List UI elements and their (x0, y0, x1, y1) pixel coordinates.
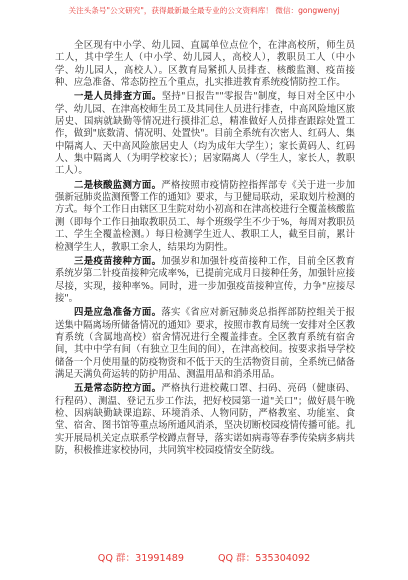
qq-group-2: QQ 群：535304092 (217, 553, 311, 564)
section-body: 坚持"日报告""零报告"制度，每日对全区中小学、幼儿园、在津高校师生员工及其同住人员进行排查，中高风险地区旅居史、国病就缺勤等情况进行摸排汇总，精准做好人员排查跟踪处置工作，做到"底数清、情况明、处置快"。目前全系统有次密人、红码人、集中隔离人、天中高风险旅居史人（均为成年大学生）；家长黄码人、红码人、集中隔离人（为明学校家长）；居家隔离人（学生人，家长人，教职工人）。 (55, 91, 356, 177)
intro-paragraph: 全区现有中小学、幼儿园、直属单位点位个，在津高校所，师生员工人，其中学生人（中小学、幼儿园人，高校人），教职员工人（中小学、幼儿园人，高校人）。区教育局紧抓人员排查、核酸监测、疫苗接种、应急准备、常态防控五个重点，扎实推进教育系统疫情防控工作。 (55, 40, 355, 89)
section-paragraph-personnel (55, 91, 355, 177)
section-paragraph-nucleic-acid (55, 180, 355, 254)
qq-group-1: QQ 群：31991489 (97, 553, 184, 564)
section-body: 严格执行进校戴口罩、扫码、亮码（健康码、行程码）、测温、登记五步工作法，把好校园第一道"关口"；做好晨午晚检、因病缺勤缺课追踪、环境消杀、人物同防，严格教室、功能室、食堂、宿舍、图书馆等重点场所通风消杀，坚决切断校园疫情传播可能。扎实开展局机关定点联系学校蹲点督导，落实诺如病毒等春季传染病多病共防，积极推进家校协同，共同筑牢校园疫情安全防线。 (55, 383, 356, 456)
section-heading: 一是人员排查方面。 (74, 91, 162, 103)
footer-contact (0, 553, 408, 565)
section-heading: 三是疫苗接种方面。 (74, 255, 162, 267)
section-paragraph-vaccination (55, 256, 355, 305)
document-body (55, 40, 355, 459)
section-body: 严格按照市疫情防控指挥部专《关于进一步加强新冠肺炎监测预警工作的通知》要求，与卫健局联动，采取划片检测的方式。每个工作日由辖区卫生院对幼小初高和在津高校进行全覆盖核酸监测（即每个工作日抽取教职员工、每个班级学生不少于%，每周对教职员工、学生全覆盖检测。）每日检测学生近人、教职工人，截至目前，累计检测学生人，教职工余人，结果均为阴性。 (55, 179, 356, 253)
section-body: 加强岁和加强针疫苗接种工作，目前全区教育系统岁第二针疫苗接种完成率%，已提前完成月日接种任务，加强针应接尽接，实现，接种率%。同时，进一步加强疫苗接种宣传，力争"应接尽接"。 (55, 255, 355, 304)
section-heading: 五是常态防控方面。 (74, 383, 162, 395)
section-paragraph-emergency (55, 307, 355, 381)
section-heading: 二是核酸监测方面。 (74, 179, 162, 191)
promo-banner: 关注头条号"公文研究"，获得最新最全最专业的公文资料库！ 微信：gongwenyj (68, 6, 340, 15)
section-body: 落实《省应对新冠肺炎总指挥部防控组关于报送集中隔离场所储备情况的通知》要求，按照市教育局统一安排对全区教育系统（含属地高校）宿舍情况进行全覆盖排查。全区教育系统有宿舍间，其中中学有间（有独立卫生间的间），在津高校间。按要求指导学校储备一个月使用量的防疫物资和不低于天的生活物资目前，全系统已储备满足天满负荷运转的防护用品、测温用品和消杀用品。 (55, 307, 356, 380)
section-paragraph-routine-control (55, 383, 355, 457)
section-heading: 四是应急准备方面。 (74, 307, 162, 319)
